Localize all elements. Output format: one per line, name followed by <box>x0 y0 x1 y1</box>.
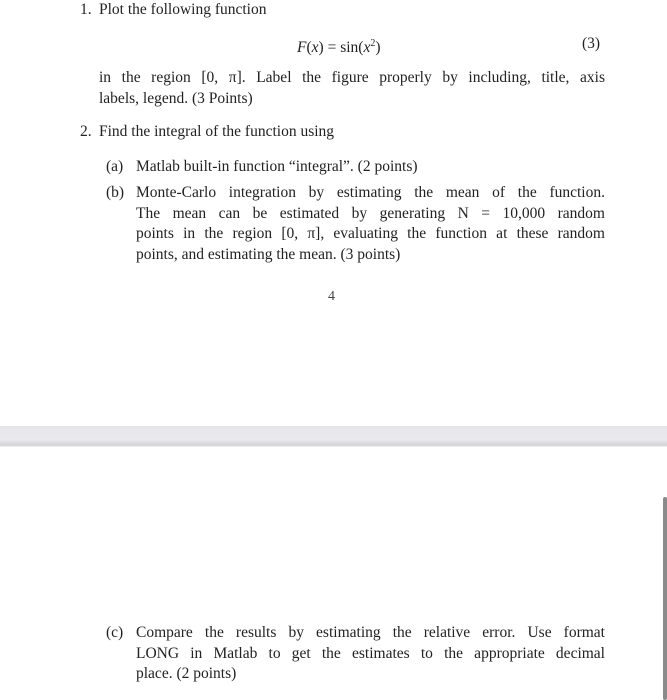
question-2-number: 2. <box>80 123 92 140</box>
page-separator <box>0 426 667 447</box>
question-1-intro: Plot the following function <box>99 1 267 18</box>
part-b-text: Monte-Carlo integration by estimating the mean of the function. The mean can be estimated by generating N = 10,000 random points in the region [0, π], evaluating the function at these random points, and estimating the mean. (3 points) <box>136 184 605 263</box>
vertical-scrollbar[interactable] <box>663 497 667 700</box>
part-b-label: (b) <box>106 184 125 201</box>
part-a-label: (a) <box>106 158 124 175</box>
eq-exponent: 2 <box>370 38 376 49</box>
document-page-5 <box>0 447 667 700</box>
part-c-text: Compare the results by estimating the relative error. Use format LONG in Matlab to get the estimates to the appropriate decimal place. (2 points) <box>136 624 605 682</box>
question-1-number: 1. <box>80 1 92 18</box>
part-c-label: (c) <box>106 624 124 641</box>
question-1-body: in the region [0, π]. Label the figure properly by including, title, axis labels, legend. (3 Points) <box>99 69 605 107</box>
question-2-intro: Find the integral of the function using <box>99 123 335 140</box>
equation-f-of-x: $F(x) = \sin(x^2)$ <box>297 38 381 57</box>
equation-number: (3) <box>582 35 601 52</box>
eq-x-symbol: x <box>311 39 319 57</box>
part-a-text: Matlab built-in function “integral”. (2 points) <box>136 158 418 175</box>
page-number: 4 <box>328 289 335 304</box>
eq-f-symbol: F <box>297 39 307 57</box>
